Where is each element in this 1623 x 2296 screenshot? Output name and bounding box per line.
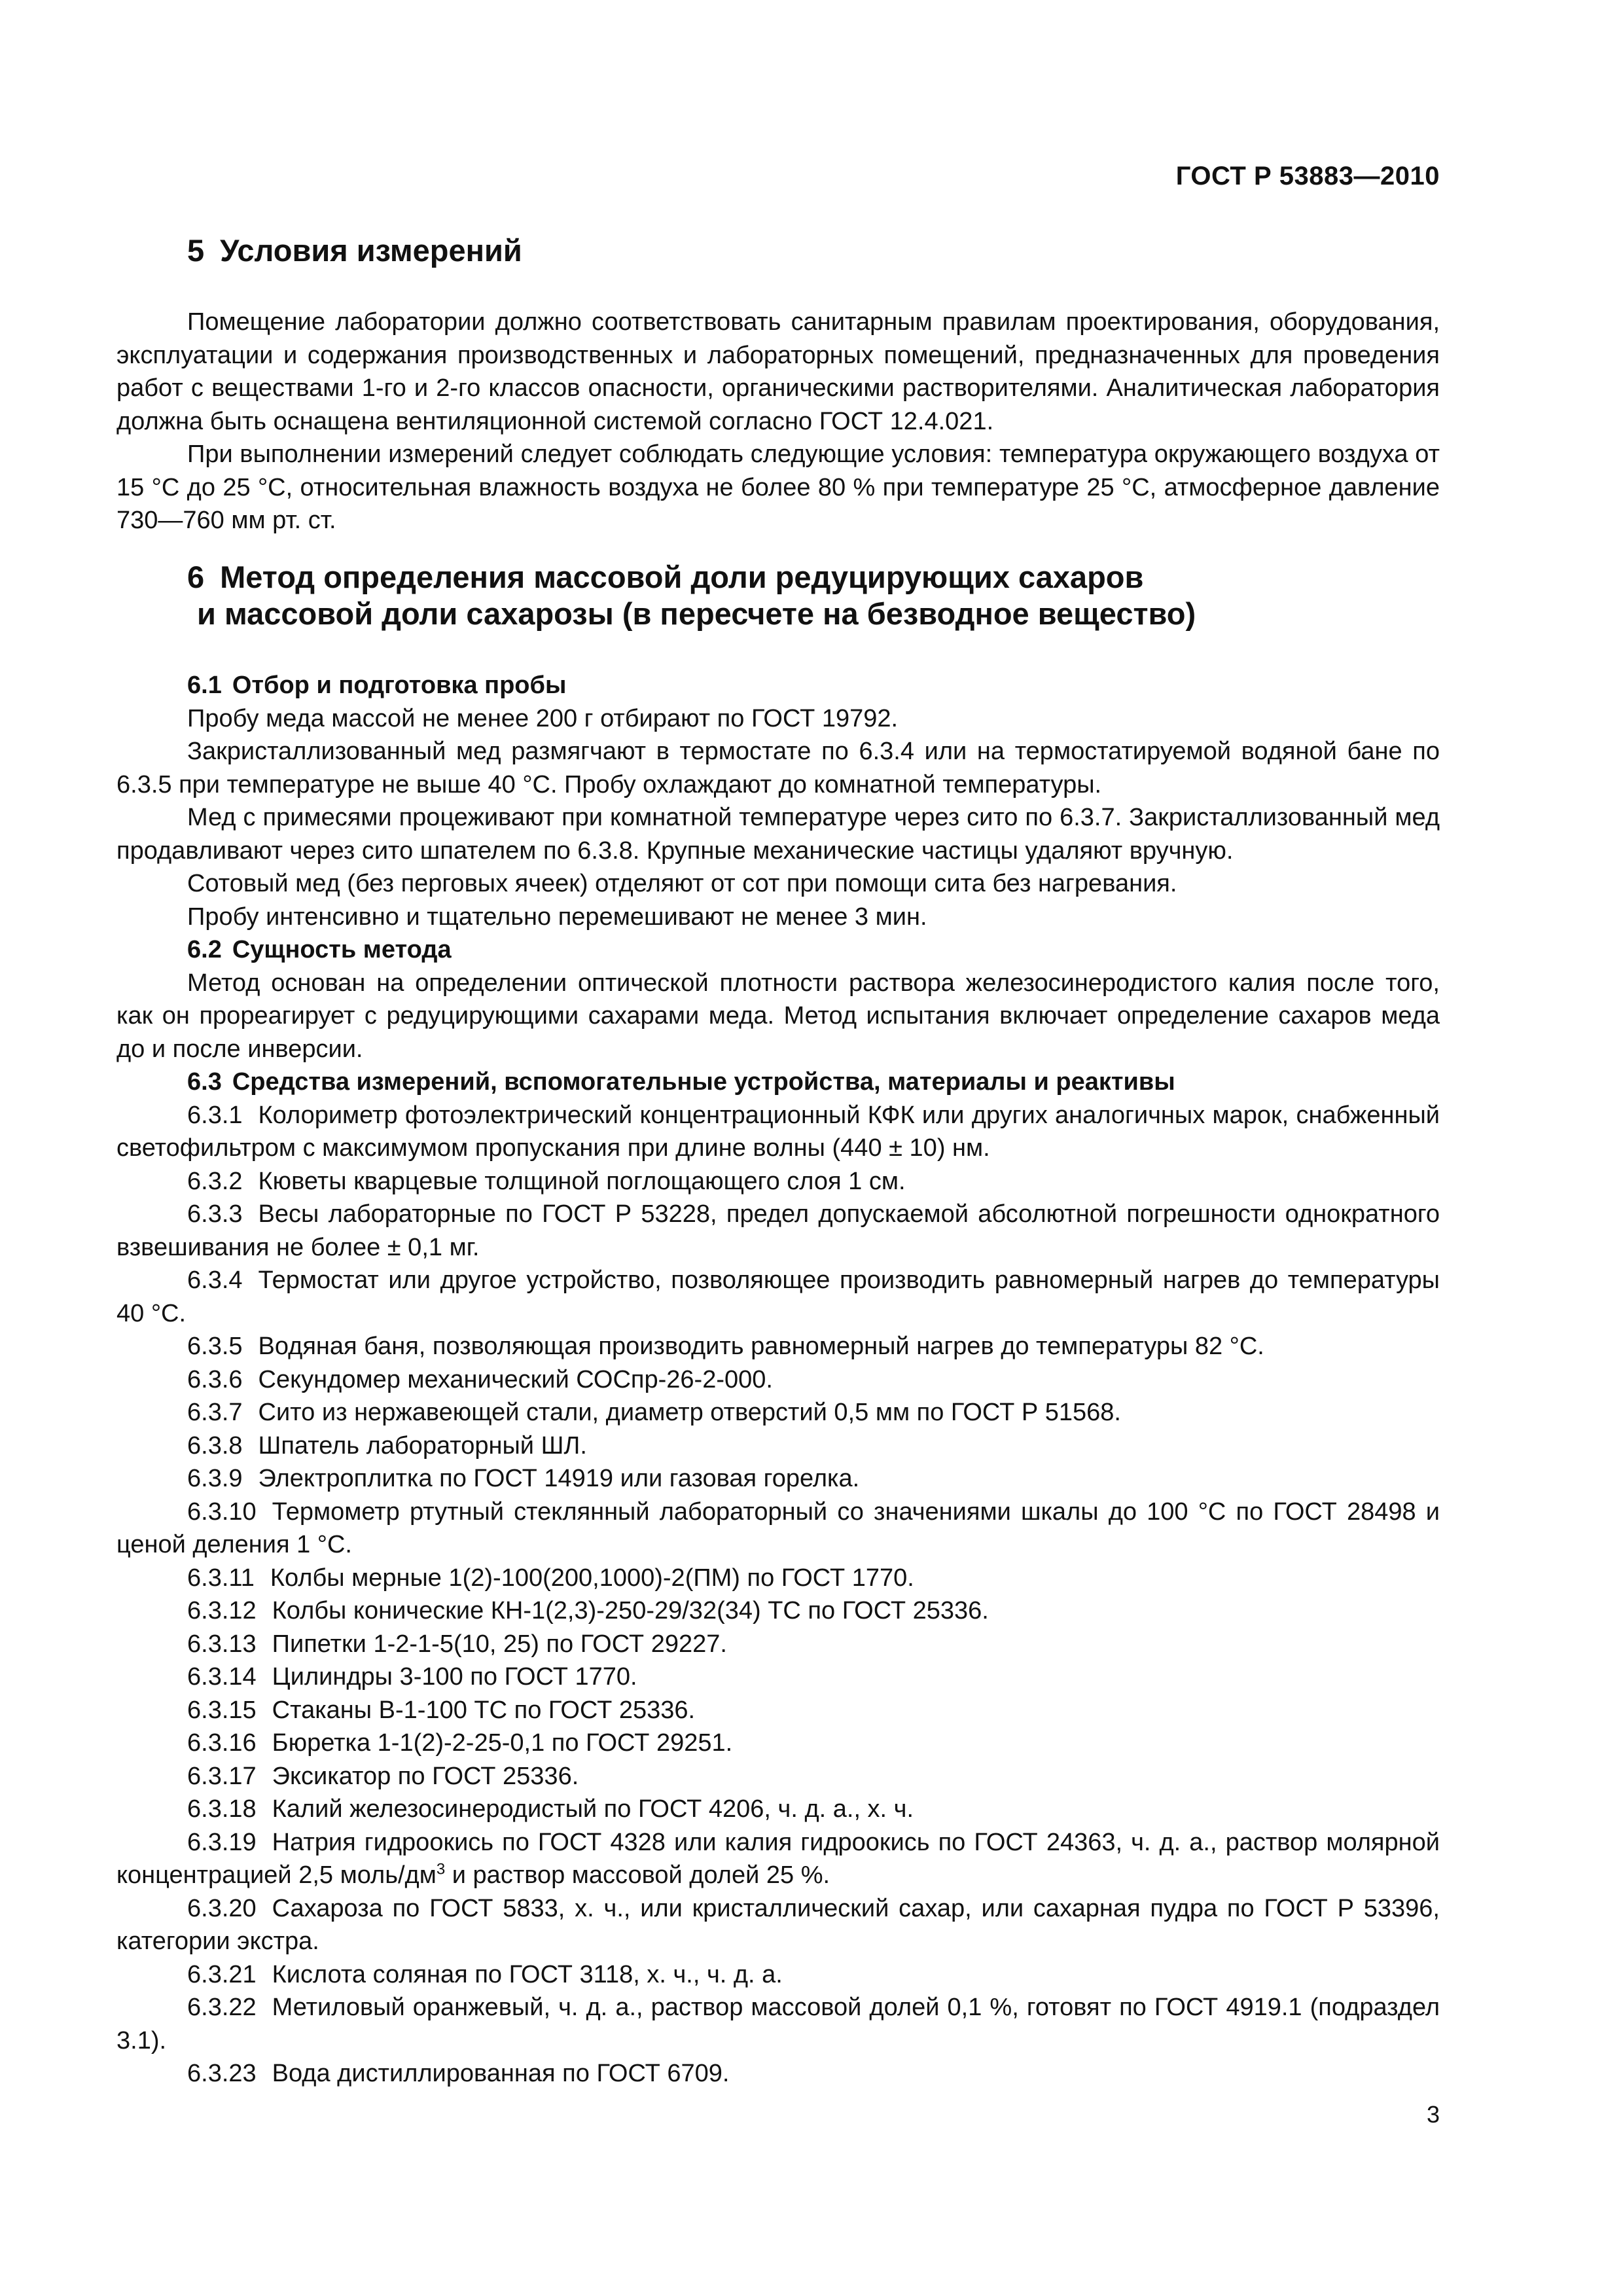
paragraph: Мед с примесями процеживают при комнатной температуре через сито по 6.3.7. Закристаллизованный мед продавливают через сито шпателем по 6.3.8. Крупные механические частицы удаляют вручную. bbox=[116, 804, 1440, 865]
list-item bbox=[116, 1165, 1440, 1198]
list-item bbox=[116, 1628, 1440, 1661]
section-6-body bbox=[116, 669, 1440, 2090]
list-item bbox=[116, 1892, 1440, 1958]
item-text: Калий железосинеродистый по ГОСТ 4206, ч. д. а., х. ч. bbox=[272, 1795, 914, 1823]
item-number: 6.3.9 bbox=[187, 1465, 243, 1492]
item-number: 6.3.23 bbox=[187, 2060, 257, 2087]
section-6-number: 6 bbox=[187, 560, 205, 594]
subsection-title: Сущность метода bbox=[232, 936, 452, 963]
item-text: Термометр ртутный стеклянный лабораторный со значениями шкалы до 100 °С по ГОСТ 28498 и ценой деления 1 °С. bbox=[116, 1498, 1440, 1558]
list-item bbox=[116, 1727, 1440, 1760]
subsection-title: Отбор и подготовка пробы bbox=[232, 672, 567, 699]
list-item bbox=[116, 1826, 1440, 1892]
item-text: Сито из нержавеющей стали, диаметр отверстий 0,5 мм по ГОСТ Р 51568. bbox=[258, 1399, 1121, 1426]
list-item bbox=[116, 1991, 1440, 2057]
item-text: Эксикатор по ГОСТ 25336. bbox=[272, 1762, 579, 1790]
list-item bbox=[116, 1594, 1440, 1628]
section-5-paragraph: Помещение лаборатории должно соответствовать санитарным правилам проектирования, оборудования, эксплуатации и содержания производственных и лабораторных помещений, предназначенных для проведения работ с веществами 1-го и 2-го классов опасности, органическими растворителями. Аналитическая лаборатория должна быть оснащена вентиляционной системой согласно ГОСТ 12.4.021. bbox=[116, 308, 1440, 435]
list-item bbox=[116, 1562, 1440, 1595]
section-5-paragraph: При выполнении измерений следует соблюдать следующие условия: температура окружающего воздуха от 15 °С до 25 °С, относительная влажность воздуха не более 80 % при температуре 25 °С, атмосферное давление 730—760 мм рт. ст. bbox=[116, 440, 1440, 534]
item-text: Стаканы В-1-100 ТС по ГОСТ 25336. bbox=[272, 1696, 696, 1724]
list-item bbox=[116, 1496, 1440, 1562]
item-number: 6.3.18 bbox=[187, 1795, 257, 1823]
item-number: 6.3.17 bbox=[187, 1762, 257, 1790]
item-text: Шпатель лабораторный ШЛ. bbox=[258, 1431, 587, 1460]
item-text: Электроплитка по ГОСТ 14919 или газовая горелка. bbox=[258, 1465, 860, 1492]
subsection-number: 6.1 bbox=[187, 672, 222, 699]
section-6-title-line-1: Метод определения массовой доли редуцирующих сахаров bbox=[220, 560, 1144, 594]
list-item bbox=[116, 1198, 1440, 1264]
item-text: Кислота соляная по ГОСТ 3118, х. ч., ч. д. а. bbox=[272, 1960, 783, 1988]
list-item bbox=[116, 1462, 1440, 1496]
item-text: Цилиндры 3-100 по ГОСТ 1770. bbox=[272, 1663, 637, 1691]
superscript: 3 bbox=[436, 1860, 446, 1878]
section-5-body bbox=[116, 306, 1440, 537]
paragraph: Закристаллизованный мед размягчают в термостате по 6.3.4 или на термостатируемой водяной бане по 6.3.5 при температуре не выше 40 °С. Пробу охлаждают до комнатной температуры. bbox=[116, 738, 1440, 798]
list-item bbox=[116, 1396, 1440, 1429]
item-text: Пипетки 1-2-1-5(10, 25) по ГОСТ 29227. bbox=[272, 1630, 727, 1658]
item-number: 6.3.22 bbox=[187, 1994, 257, 2021]
section-5-title: Условия измерений bbox=[220, 233, 522, 268]
page-number: 3 bbox=[1426, 2101, 1440, 2128]
subsection-number: 6.3 bbox=[187, 1068, 222, 1096]
item-number: 6.3.15 bbox=[187, 1696, 257, 1724]
paragraph: Пробу меда массой не менее 200 г отбирают по ГОСТ 19792. bbox=[187, 704, 899, 732]
item-text: Сахароза по ГОСТ 5833, х. ч., или кристаллический сахар, или сахарная пудра по ГОСТ Р 53396, категории экстра. bbox=[116, 1894, 1440, 1955]
list-item bbox=[116, 1264, 1440, 1330]
item-text: Бюретка 1-1(2)-2-25-0,1 по ГОСТ 29251. bbox=[272, 1729, 733, 1757]
item-text-after-superscript: и раствор массовой долей 25 %. bbox=[445, 1861, 830, 1889]
item-number: 6.3.5 bbox=[187, 1333, 243, 1360]
section-5-number: 5 bbox=[187, 233, 205, 268]
item-number: 6.3.14 bbox=[187, 1663, 257, 1691]
standard-id-header: ГОСТ Р 53883—2010 bbox=[1175, 162, 1440, 190]
item-text-before-superscript: Натрия гидроокись по ГОСТ 4328 или калия гидроокись по ГОСТ 24363, ч. д. а., раствор молярной концентрацией 2,5 моль/дм bbox=[116, 1828, 1440, 1889]
list-item bbox=[116, 1793, 1440, 1826]
list-item bbox=[116, 1363, 1440, 1397]
item-text: Кюветы кварцевые толщиной поглощающего слоя 1 см. bbox=[258, 1167, 906, 1195]
item-number: 6.3.3 bbox=[187, 1200, 243, 1228]
section-6-title-line-2: и массовой доли сахарозы (в пересчете на безводное вещество) bbox=[197, 596, 1196, 631]
section-5-heading bbox=[187, 232, 522, 269]
item-text: Колбы мерные 1(2)-100(200,1000)-2(ПМ) по ГОСТ 1770. bbox=[270, 1564, 914, 1592]
list-item bbox=[116, 1099, 1440, 1165]
section-6-heading bbox=[187, 559, 1196, 632]
subsection-title: Средства измерений, вспомогательные устройства, материалы и реактивы bbox=[232, 1068, 1175, 1096]
item-text: Секундомер механический СОСпр-26-2-000. bbox=[258, 1365, 773, 1393]
list-item bbox=[116, 2057, 1440, 2090]
document-page bbox=[116, 0, 1440, 2296]
item-number: 6.3.2 bbox=[187, 1167, 243, 1195]
item-number: 6.3.4 bbox=[187, 1266, 243, 1294]
item-number: 6.3.13 bbox=[187, 1630, 257, 1658]
item-text: Колориметр фотоэлектрический концентрационный КФК или других аналогичных марок, снабженный светофильтром с максимумом пропускания при длине волны (440 ± 10) нм. bbox=[116, 1101, 1440, 1162]
paragraph: Пробу интенсивно и тщательно перемешивают не менее 3 мин. bbox=[187, 903, 927, 931]
item-number: 6.3.11 bbox=[187, 1564, 255, 1592]
item-number: 6.3.6 bbox=[187, 1365, 243, 1393]
list-item bbox=[116, 1330, 1440, 1363]
list-item bbox=[116, 1694, 1440, 1727]
paragraph: Метод основан на определении оптической плотности раствора железосинеродистого калия после того, как он прореагирует с редуцирующими сахарами меда. Метод испытания включает определение сахаров меда до и после инверсии. bbox=[116, 969, 1440, 1063]
list-item bbox=[116, 1958, 1440, 1992]
subsection-number: 6.2 bbox=[187, 936, 222, 963]
item-number: 6.3.19 bbox=[187, 1828, 257, 1856]
item-number: 6.3.10 bbox=[187, 1498, 257, 1526]
item-text: Водяная баня, позволяющая производить равномерный нагрев до температуры 82 °С. bbox=[258, 1333, 1264, 1360]
subsection-6-3-heading bbox=[116, 1066, 1440, 1099]
item-text: Вода дистиллированная по ГОСТ 6709. bbox=[272, 2060, 730, 2087]
item-number: 6.3.7 bbox=[187, 1399, 243, 1426]
item-number: 6.3.8 bbox=[187, 1431, 243, 1460]
list-item bbox=[116, 1760, 1440, 1793]
item-text: Весы лабораторные по ГОСТ Р 53228, предел допускаемой абсолютной погрешности однократного взвешивания не более ± 0,1 мг. bbox=[116, 1200, 1440, 1261]
list-item bbox=[116, 1660, 1440, 1694]
subsection-6-1-heading bbox=[116, 669, 1440, 702]
item-text: Колбы конические КН-1(2,3)-250-29/32(34) ТС по ГОСТ 25336. bbox=[272, 1597, 989, 1624]
item-text: Метиловый оранжевый, ч. д. а., раствор массовой долей 0,1 %, готовят по ГОСТ 4919.1 (подраздел 3.1). bbox=[116, 1994, 1440, 2054]
item-number: 6.3.16 bbox=[187, 1729, 257, 1757]
item-number: 6.3.21 bbox=[187, 1960, 257, 1988]
item-number: 6.3.1 bbox=[187, 1101, 243, 1129]
item-text: Термостат или другое устройство, позволяющее производить равномерный нагрев до температуры 40 °С. bbox=[116, 1266, 1440, 1327]
list-item bbox=[116, 1429, 1440, 1463]
paragraph: Сотовый мед (без перговых ячеек) отделяют от сот при помощи сита без нагревания. bbox=[187, 870, 1177, 897]
item-number: 6.3.20 bbox=[187, 1894, 257, 1922]
subsection-6-2-heading bbox=[116, 933, 1440, 967]
item-number: 6.3.12 bbox=[187, 1597, 257, 1624]
